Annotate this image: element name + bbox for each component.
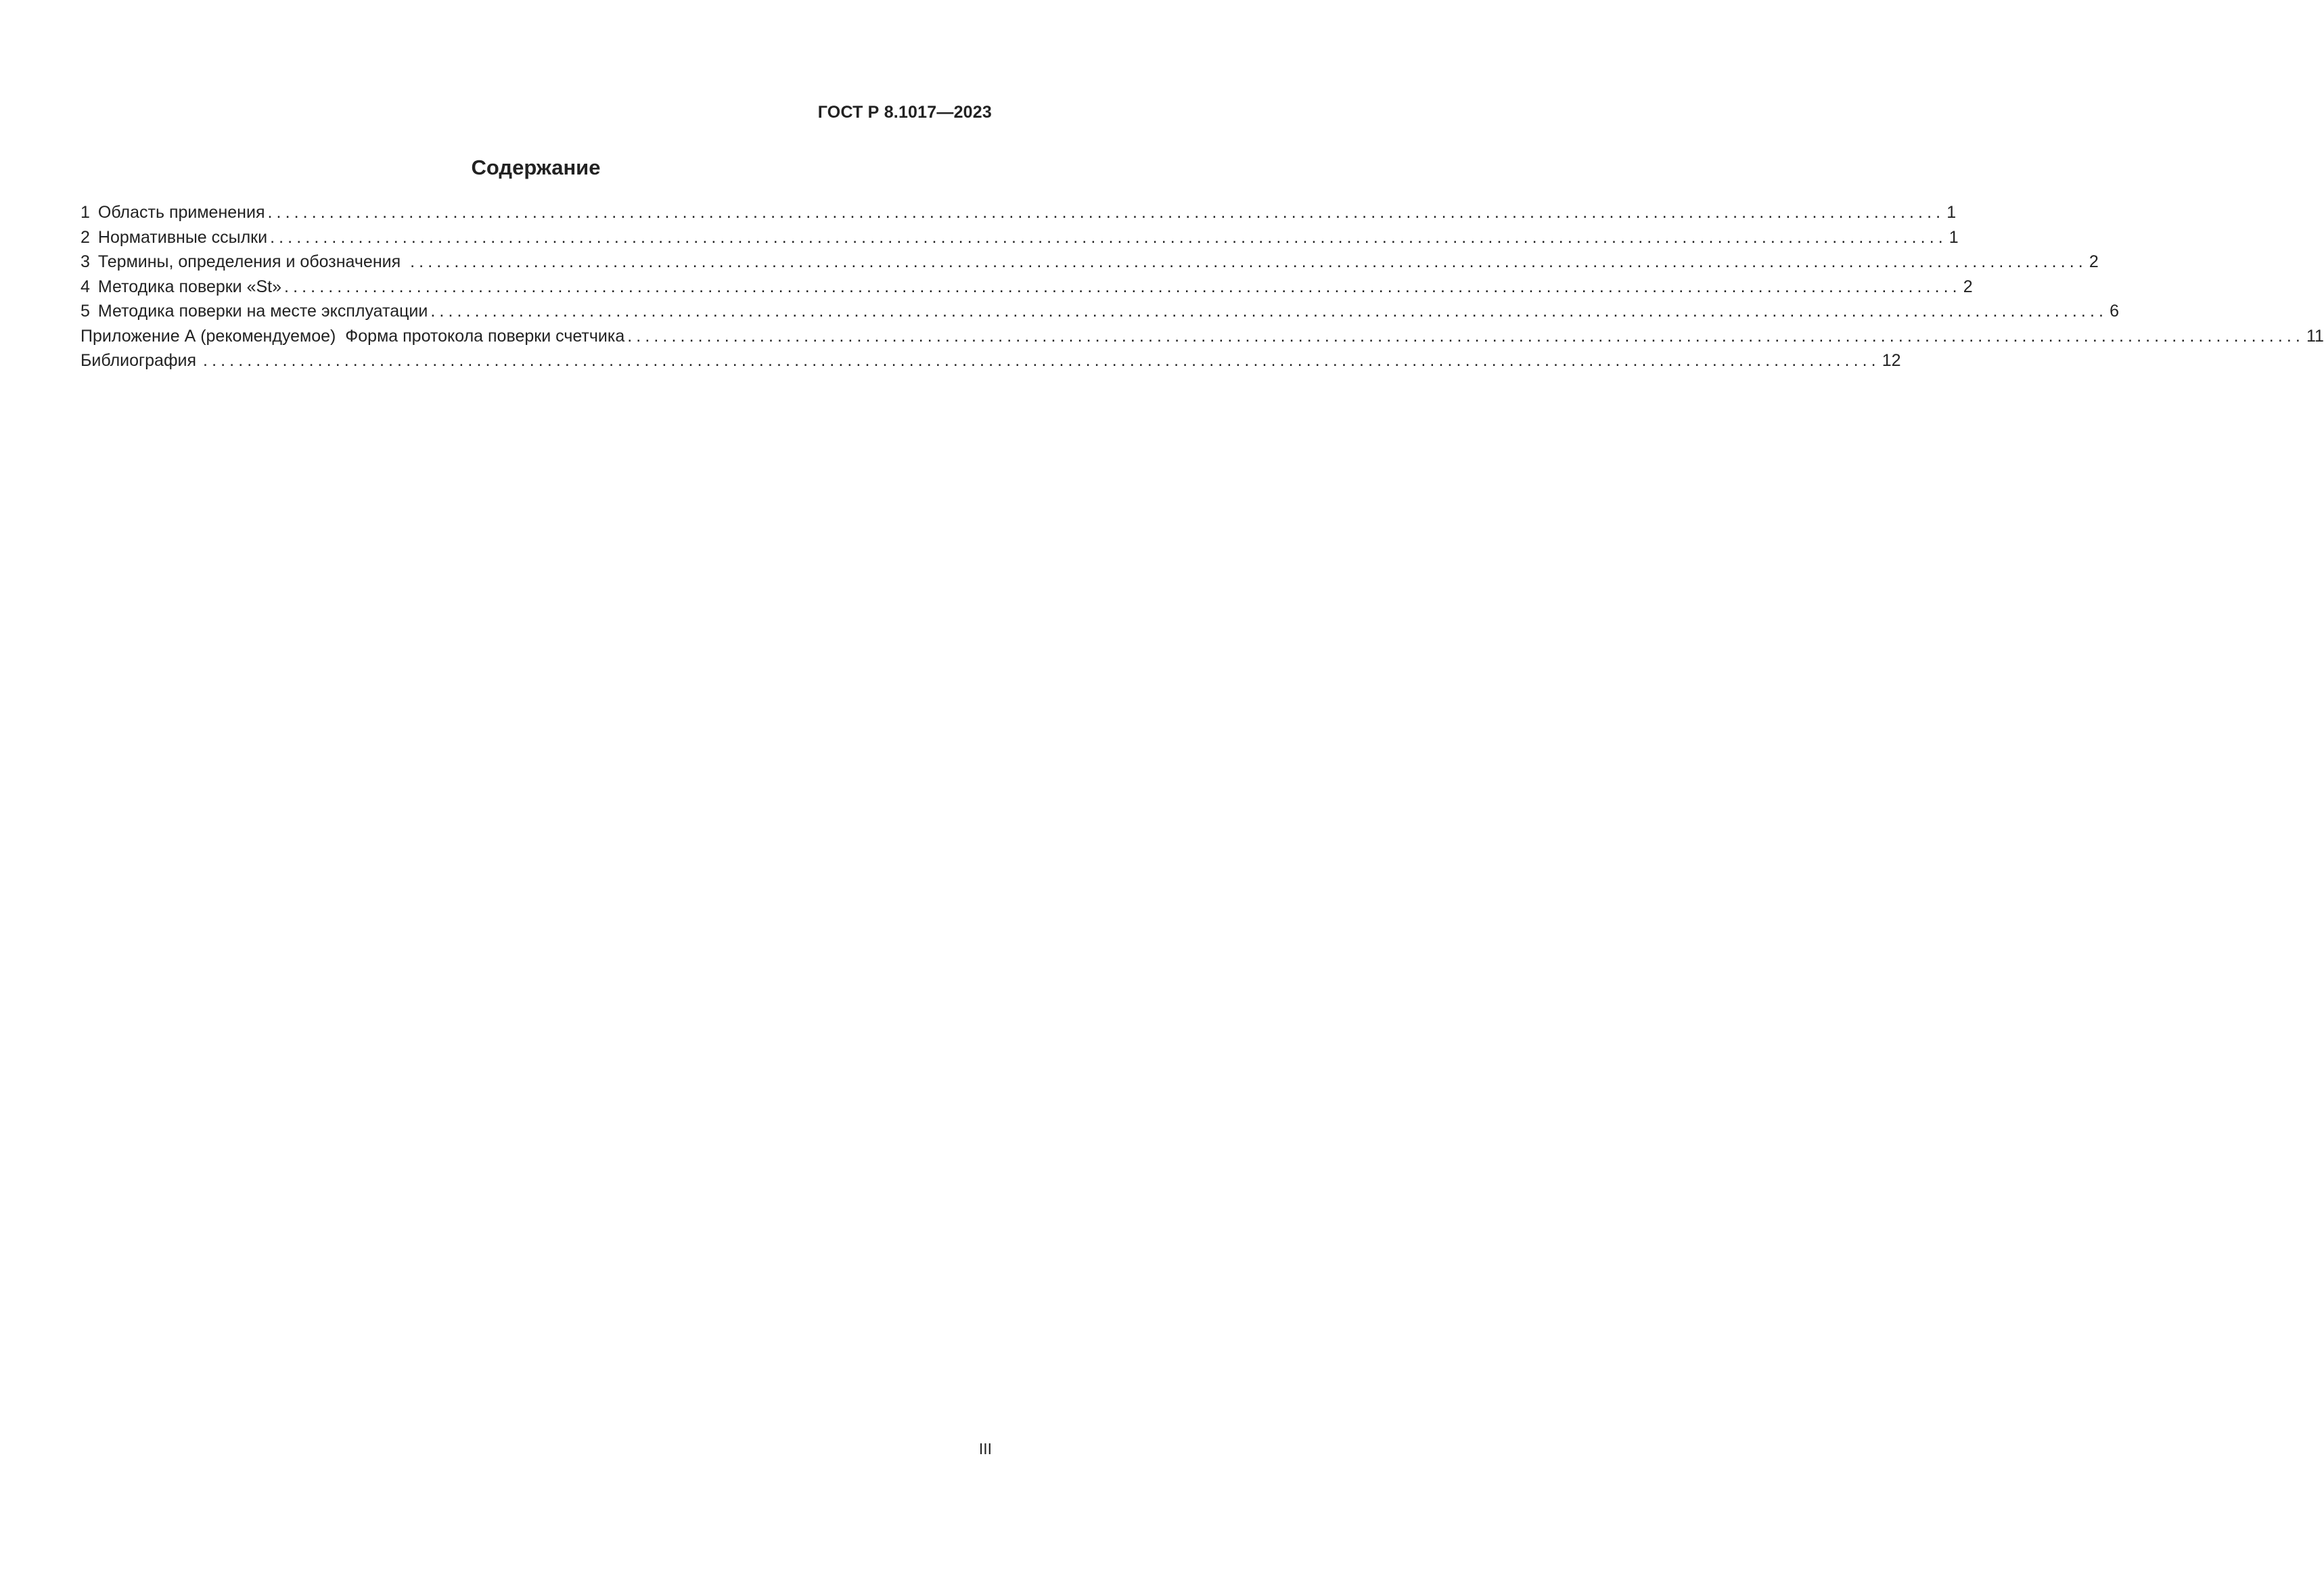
toc-entry-label: [81, 200, 265, 225]
toc-entry-label: [81, 348, 196, 373]
toc-title: Содержание: [471, 156, 601, 179]
toc-entry-page: 6: [2110, 302, 2119, 321]
page-number: III: [978, 1440, 992, 1458]
toc-entry-page: 2: [1963, 277, 1973, 296]
toc-entry-number: 3: [81, 252, 90, 271]
toc-entry[interactable]: [81, 275, 1973, 300]
toc-entry-text: Нормативные ссылки: [97, 227, 268, 247]
toc-dot-leader: ..............................................................................................................................................................................................: [203, 351, 1880, 370]
toc-dot-leader: ..............................................................................................................................................................................................: [270, 227, 1947, 247]
toc-entry-text: Методика поверки «St»: [97, 277, 282, 296]
toc-dot-leader: ..............................................................................................................................................................................................: [267, 203, 1945, 222]
toc-entry-number: 2: [81, 227, 90, 247]
toc-entry[interactable]: [81, 225, 1959, 250]
toc-entry-text: Методика поверки на месте эксплуатации: [97, 302, 428, 321]
toc-entry-page: 11: [2306, 326, 2324, 346]
toc-entry-number: 5: [81, 302, 90, 321]
toc-dot-leader: ..............................................................................................................................................................................................: [627, 326, 2304, 346]
toc-dot-leader: ..............................................................................................................................................................................................: [410, 252, 2087, 271]
toc-entry-text: Термины, определения и обозначения: [97, 252, 401, 271]
toc-dot-leader: ..............................................................................................................................................................................................: [284, 277, 1961, 296]
toc-entry[interactable]: [81, 324, 2324, 349]
toc-entry-label: [81, 250, 401, 275]
toc-entry-label: [81, 299, 428, 324]
toc-entry-page: 2: [2089, 252, 2099, 271]
toc-entry-page: 1: [1949, 227, 1959, 247]
toc-entry[interactable]: [81, 299, 2119, 324]
toc-entry[interactable]: [81, 348, 1901, 373]
toc-entry-label: [81, 225, 267, 250]
toc-entry[interactable]: [81, 250, 2099, 275]
toc-entry-text: Область применения: [97, 203, 265, 222]
toc-entry-text: Библиография: [81, 351, 197, 370]
toc-entry-number: 4: [81, 277, 90, 296]
toc-entry-text: Приложение А (рекомендуемое) Форма протокола поверки счетчика: [81, 326, 625, 346]
toc-entry-page: 12: [1882, 351, 1901, 370]
toc-dot-leader: ..............................................................................................................................................................................................: [430, 302, 2108, 321]
toc-entry-label: [81, 275, 281, 300]
document-code: ГОСТ Р 8.1017—2023: [817, 103, 992, 122]
toc-entry-label: [81, 324, 624, 349]
toc-entry-page: 1: [1946, 203, 1957, 222]
table-of-contents: [81, 200, 2324, 373]
toc-entry-number: 1: [81, 203, 90, 222]
toc-entry[interactable]: [81, 200, 1957, 225]
